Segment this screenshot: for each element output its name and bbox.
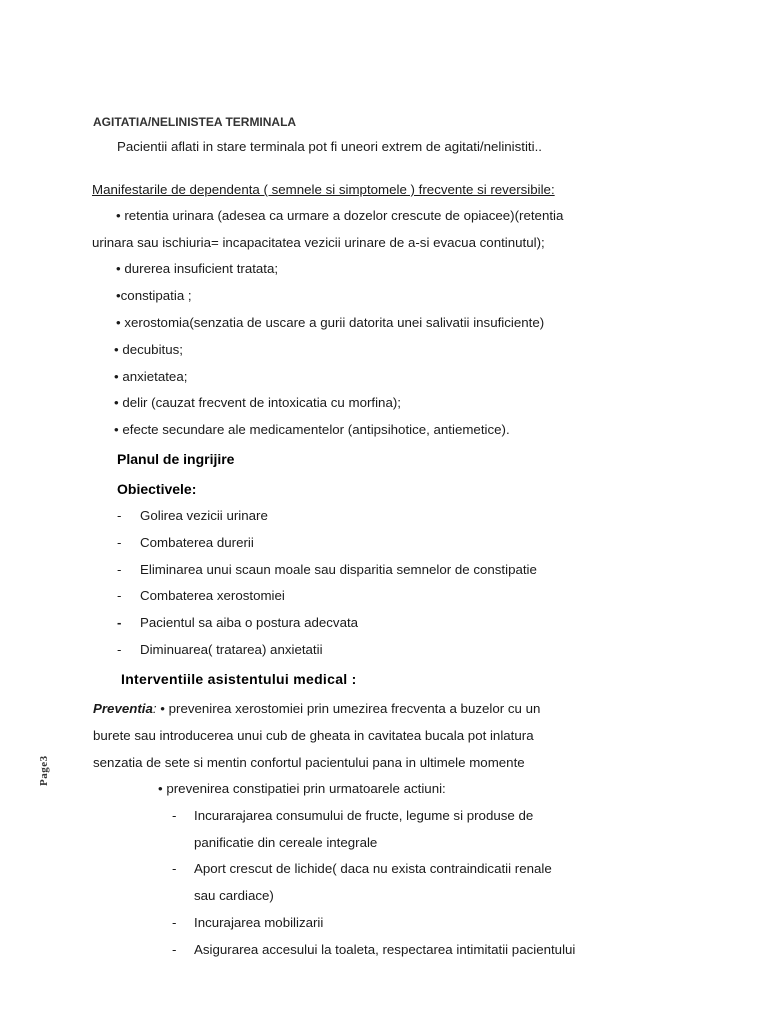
- action-item: Incurarajarea consumului de fructe, legume si produse de: [194, 808, 534, 823]
- manifestation-item: • anxietatea;: [114, 369, 188, 384]
- action-dash: -: [172, 915, 177, 930]
- manifestation-item: •constipatia ;: [116, 288, 192, 303]
- manifestation-item: • delir (cauzat frecvent de intoxicatia cu morfina);: [114, 395, 401, 410]
- manifestation-item: • retentia urinara (adesea ca urmare a dozelor crescute de opiacee)(retentia: [116, 208, 564, 223]
- objectives-heading: Obiectivele:: [117, 481, 197, 497]
- prevention-text: • prevenirea xerostomiei prin umezirea frecventa a buzelor cu un: [156, 701, 541, 716]
- interventions-heading: Interventiile asistentului medical :: [121, 671, 357, 687]
- objective-item: Combaterea durerii: [140, 535, 254, 550]
- objective-item: Golirea vezicii urinare: [140, 508, 268, 523]
- objective-item: Combaterea xerostomiei: [140, 588, 285, 603]
- objective-dash: -: [117, 535, 122, 550]
- action-dash: -: [172, 861, 177, 876]
- manifestations-heading: Manifestarile de dependenta ( semnele si simptomele ) frecvente si reversibile:: [92, 182, 555, 197]
- prevention-label: Preventia: [93, 701, 153, 716]
- prevention-colon: :: [152, 701, 157, 716]
- action-item: Aport crescut de lichide( daca nu exista contraindicatii renale: [194, 861, 552, 876]
- intro-paragraph: Pacientii aflati in stare terminala pot fi uneori extrem de agitati/nelinistiti..: [117, 139, 542, 154]
- manifestation-item: • decubitus;: [114, 342, 183, 357]
- manifestation-item: • durerea insuficient tratata;: [116, 261, 279, 276]
- action-item: Incurajarea mobilizarii: [194, 915, 324, 930]
- action-item: Asigurarea accesului la toaleta, respectarea intimitatii pacientului: [194, 942, 576, 957]
- action-item-continuation: panificatie din cereale integrale: [194, 835, 378, 850]
- manifestation-item: • xerostomia(senzatia de uscare a gurii datorita unei salivatii insuficiente): [116, 315, 545, 330]
- objective-dash: -: [117, 588, 122, 603]
- objective-dash: -: [117, 508, 122, 523]
- objective-dash: -: [117, 562, 122, 577]
- care-plan-heading: Planul de ingrijire: [117, 451, 235, 467]
- action-dash: -: [172, 808, 177, 823]
- objective-item: Pacientul sa aiba o postura adecvata: [140, 615, 359, 630]
- objective-dash: -: [117, 615, 122, 630]
- action-item-continuation: sau cardiace): [194, 888, 274, 903]
- prevention-line-continuation: burete sau introducerea unui cub de gheata in cavitatea bucala pot inlatura: [93, 728, 534, 743]
- objective-item: Eliminarea unui scaun moale sau disparitia semnelor de constipatie: [140, 562, 537, 577]
- prevention-line-continuation: senzatia de sete si mentin confortul pacientului pana in ultimele momente: [93, 755, 525, 770]
- section-title: AGITATIA/NELINISTEA TERMINALA: [93, 115, 297, 129]
- action-dash: -: [172, 942, 177, 957]
- prevention-line: [93, 700, 540, 718]
- manifestation-item-continuation: urinara sau ischiuria= incapacitatea vezicii urinare de a-si evacua continutul);: [92, 235, 545, 250]
- objective-dash: -: [117, 642, 122, 657]
- constipation-bullet: • prevenirea constipatiei prin urmatoarele actiuni:: [158, 781, 446, 796]
- objective-item: Diminuarea( tratarea) anxietatii: [140, 642, 323, 657]
- manifestation-item: • efecte secundare ale medicamentelor (antipsihotice, antiemetice).: [114, 422, 510, 437]
- page-number-label: Page3: [38, 755, 50, 786]
